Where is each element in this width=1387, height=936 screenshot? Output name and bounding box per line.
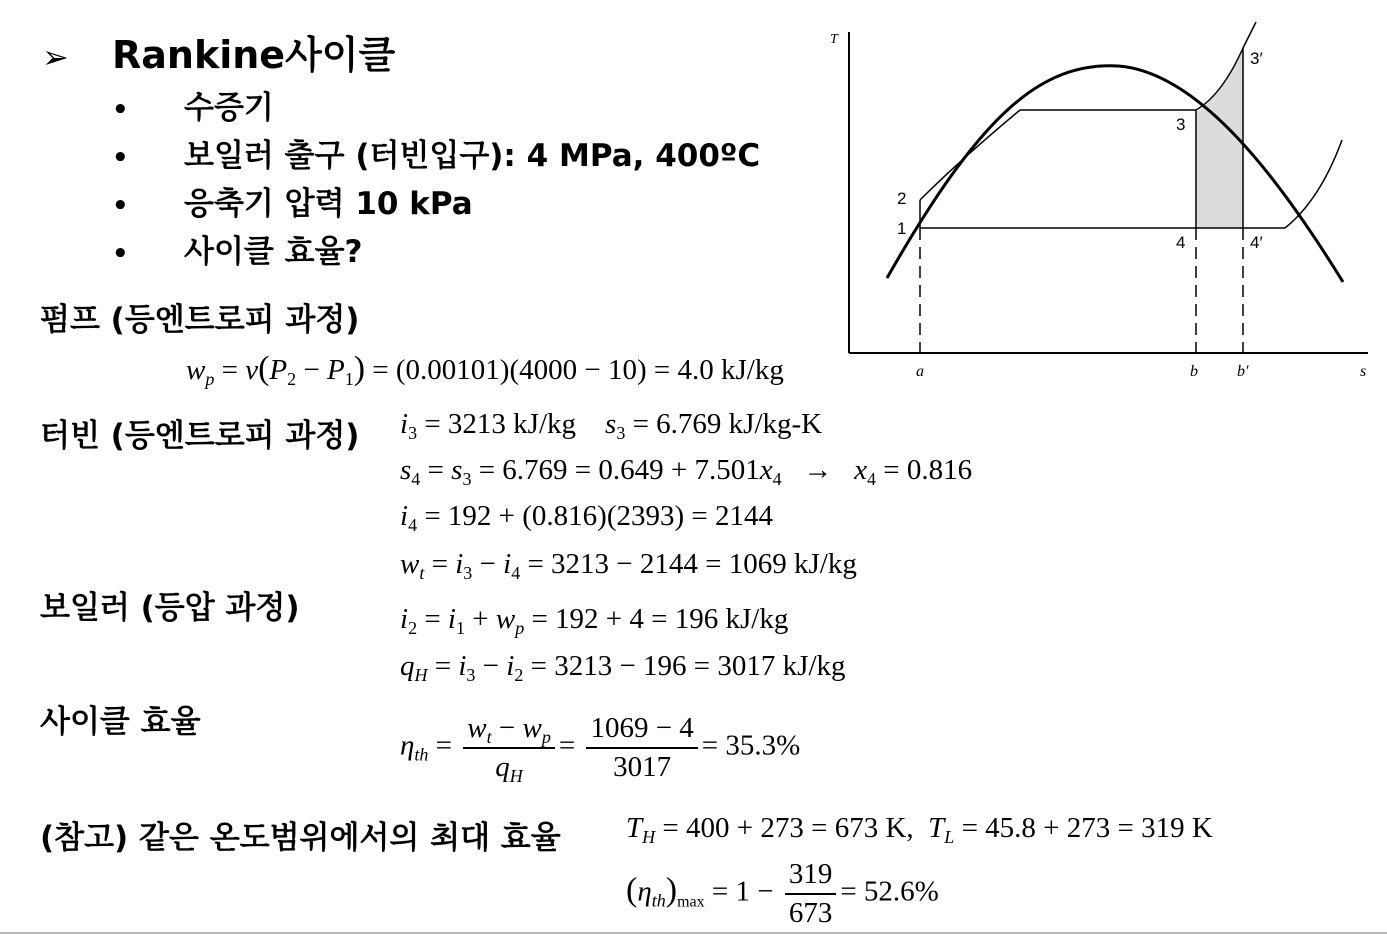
s3-value: = 6.769 kJ/kg-K: [632, 408, 823, 440]
qh-value: = 3213 − 196 = 3017 kJ/kg: [530, 650, 846, 682]
boiler-heating-line: [920, 110, 1020, 200]
point-label-2: 2: [897, 189, 907, 208]
bullet-dot-icon: •: [112, 95, 129, 125]
page-title: [42, 24, 395, 79]
bullet-text: 보일러 출구 (터빈입구): 4 MPa, 400ºC: [184, 138, 761, 174]
bottom-divider: [0, 932, 1387, 934]
point-label-1: 1: [897, 219, 907, 238]
section-heading-pump: 펌프 (등엔트로피 과정): [40, 302, 360, 338]
bullet-item: [112, 82, 274, 127]
point-label-4p: 4′: [1250, 233, 1263, 252]
boiler-inlet-enthalpy-equation: $i_2 = i_1 + w_p = 192 + 4 = 196$ kJ/kg: [400, 603, 789, 638]
section-heading-boiler: 보일러 (등압 과정): [40, 590, 300, 626]
implies-arrow-icon: →: [803, 454, 833, 486]
th-value: = 400 + 273 = 673 K,: [662, 812, 914, 844]
bullet-dot-icon: •: [112, 239, 129, 269]
title-text: Rankine사이클: [112, 33, 396, 77]
pump-work-equation: $w_p = v(P_2 - P_1) = (0.00101)(4000 - 10) = 4.0$ kJ/kg: [186, 350, 784, 389]
carnot-numerator: 319: [785, 858, 837, 895]
cycle-efficiency-equation: $\eta_{th}$ = $\frac{w_t - w_p}{q_H}$ = $\frac{1069 - 4}{3017}$ = 35.3%: [400, 712, 801, 786]
turbine-work-equation: $w_t = i_3 - i_4 = 3213 - 2144 = 1069$ kJ/kg: [400, 548, 857, 583]
i2-value: = 192 + 4 = 196 kJ/kg: [531, 603, 789, 635]
bullet-dot-icon: •: [112, 191, 129, 221]
tick-label-a: a: [916, 363, 924, 380]
point-label-3: 3: [1176, 115, 1186, 134]
wt-value: = 3213 − 2144 = 1069 kJ/kg: [527, 548, 857, 580]
carnot-denominator: 673: [788, 897, 833, 929]
bullet-item: [112, 178, 473, 223]
i3-value: = 3213 kJ/kg: [424, 408, 577, 440]
ts-diagram: [820, 20, 1380, 390]
bullet-text: 사이클 효율?: [184, 234, 363, 270]
tick-label-bp: b′: [1237, 363, 1249, 380]
turbine-quality-equation: $s_4 = s_3 = 6.769 = 0.649 + 7.501x_4$ → $x_4 = 0.816$: [400, 454, 973, 489]
work-over-heat-fraction: $\frac{w_t - w_p}{q_H}$: [463, 712, 555, 784]
carnot-fraction: [785, 858, 837, 930]
section-heading-turbine: 터빈 (등엔트로피 과정): [40, 418, 360, 454]
bullet-text: 수증기: [184, 90, 274, 126]
bullet-item: [112, 226, 363, 271]
efficiency-numeric-fraction: [586, 712, 697, 784]
axis-label-s: s: [1360, 363, 1367, 380]
saturation-dome: [887, 66, 1343, 282]
tick-label-b: b: [1190, 363, 1198, 380]
low-pressure-superheat-line: [1285, 140, 1342, 228]
turbine-inlet-state-equation: $i_3 = 3213$ kJ/kg $s_3 = 6.769$ kJ/kg-K: [400, 408, 823, 443]
temperature-range-equation: $T_H = 400 + 273 = 673$ K, $T_L = 45.8 + 273 = 319$ K: [626, 812, 1213, 847]
i4-value: = 192 + (0.816)(2393) = 2144: [424, 500, 774, 532]
efficiency-denominator: 3017: [613, 751, 672, 783]
section-heading-reference: (참고) 같은 온도범위에서의 최대 효율: [40, 820, 561, 856]
bullet-item: [112, 130, 760, 175]
efficiency-result: = 35.3%: [701, 729, 801, 762]
s4-expression: = 6.769 = 0.649 + 7.501: [478, 454, 760, 486]
section-heading-efficiency: 사이클 효율: [40, 704, 201, 740]
point-label-4: 4: [1176, 233, 1186, 252]
point-label-3p: 3′: [1250, 49, 1263, 68]
pump-work-rhs: = (0.00101)(4000 − 10) = 4.0 kJ/kg: [372, 354, 784, 386]
carnot-efficiency-equation: $(\eta_{th})_{max} = 1$ − $\frac{319}{673}$ = 52.6%: [626, 858, 939, 929]
arrow-bullet-icon: ➢: [42, 38, 69, 76]
x4-value: = 0.816: [883, 454, 973, 486]
boiler-heat-equation: $q_H = i_3 - i_2 = 3213 - 196 = 3017$ kJ/kg: [400, 650, 846, 685]
bullet-dot-icon: •: [112, 143, 129, 173]
tl-value: = 45.8 + 273 = 319 K: [961, 812, 1213, 844]
carnot-result: = 52.6%: [840, 875, 939, 908]
axis-label-t: T: [830, 32, 838, 47]
turbine-exit-enthalpy-equation: $i_4 = 192 + (0.816)(2393) = 2144$: [400, 500, 774, 535]
efficiency-numerator: 1069 − 4: [586, 712, 697, 749]
bullet-text: 응축기 압력 10 kPa: [184, 186, 473, 222]
